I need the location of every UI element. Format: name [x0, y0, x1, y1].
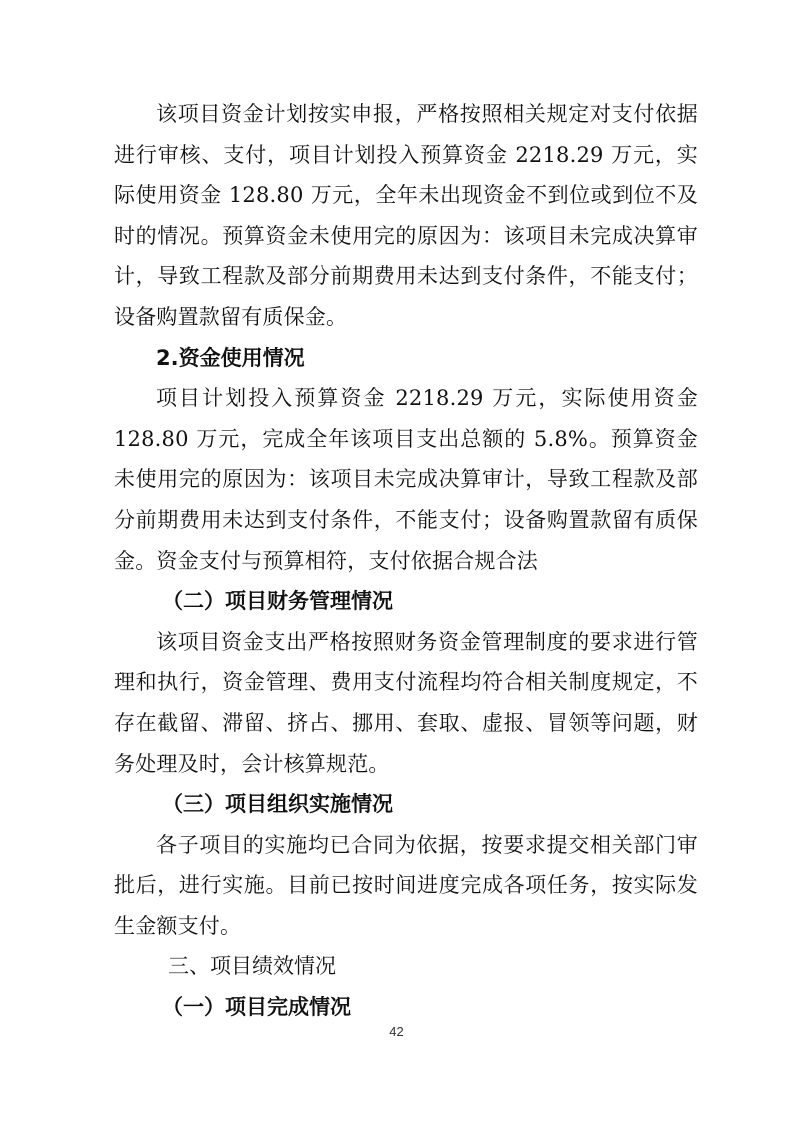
paragraph-fund-usage: 项目计划投入预算资金 2218.29 万元，实际使用资金 128.80 万元，完成全年该项目支出总额的 5.8%。预算资金未使用完的原因为：该项目未完成决算审计，导致工程款及部分前期费用未达到支付条件，不能支付；设备购置款留有质保金。资金支付与预算相符，支付依据合规合法: [114, 386, 698, 573]
paragraph-organization-implementation: 各子项目的实施均已合同为依据，按要求提交相关部门审批后，进行实施。目前已按时间进度完成各项任务，按实际发生金额支付。: [114, 832, 698, 938]
heading-organization-implementation: （三）项目组织实施情况: [162, 792, 393, 817]
paragraph-fund-plan: 该项目资金计划按实申报，严格按照相关规定对支付依据进行审核、支付，项目计划投入预算资金 2218.29 万元，实际使用资金 128.80 万元，全年未出现资金不到位或到位不及时的情况。预算资金未使用完的原因为：该项目未完成决算审计，导致工程款及部分前期费用未达到支付条件，不能支付；设备购置款留有质保金。: [114, 102, 698, 329]
heading-financial-management: （二）项目财务管理情况: [162, 589, 393, 614]
heading-project-completion: （一）项目完成情况: [162, 995, 351, 1020]
heading-fund-usage: 2.资金使用情况: [156, 345, 305, 370]
paragraph-financial-management: 该项目资金支出严格按照财务资金管理制度的要求进行管理和执行，资金管理、费用支付流程均符合相关制度规定，不存在截留、滞留、挤占、挪用、套取、虚报、冒领等问题，财务处理及时，会计核算规范。: [114, 629, 698, 776]
page-number: 42: [389, 1024, 404, 1039]
heading-performance: 三、项目绩效情况: [168, 954, 336, 979]
document-body: [114, 94, 698, 1028]
